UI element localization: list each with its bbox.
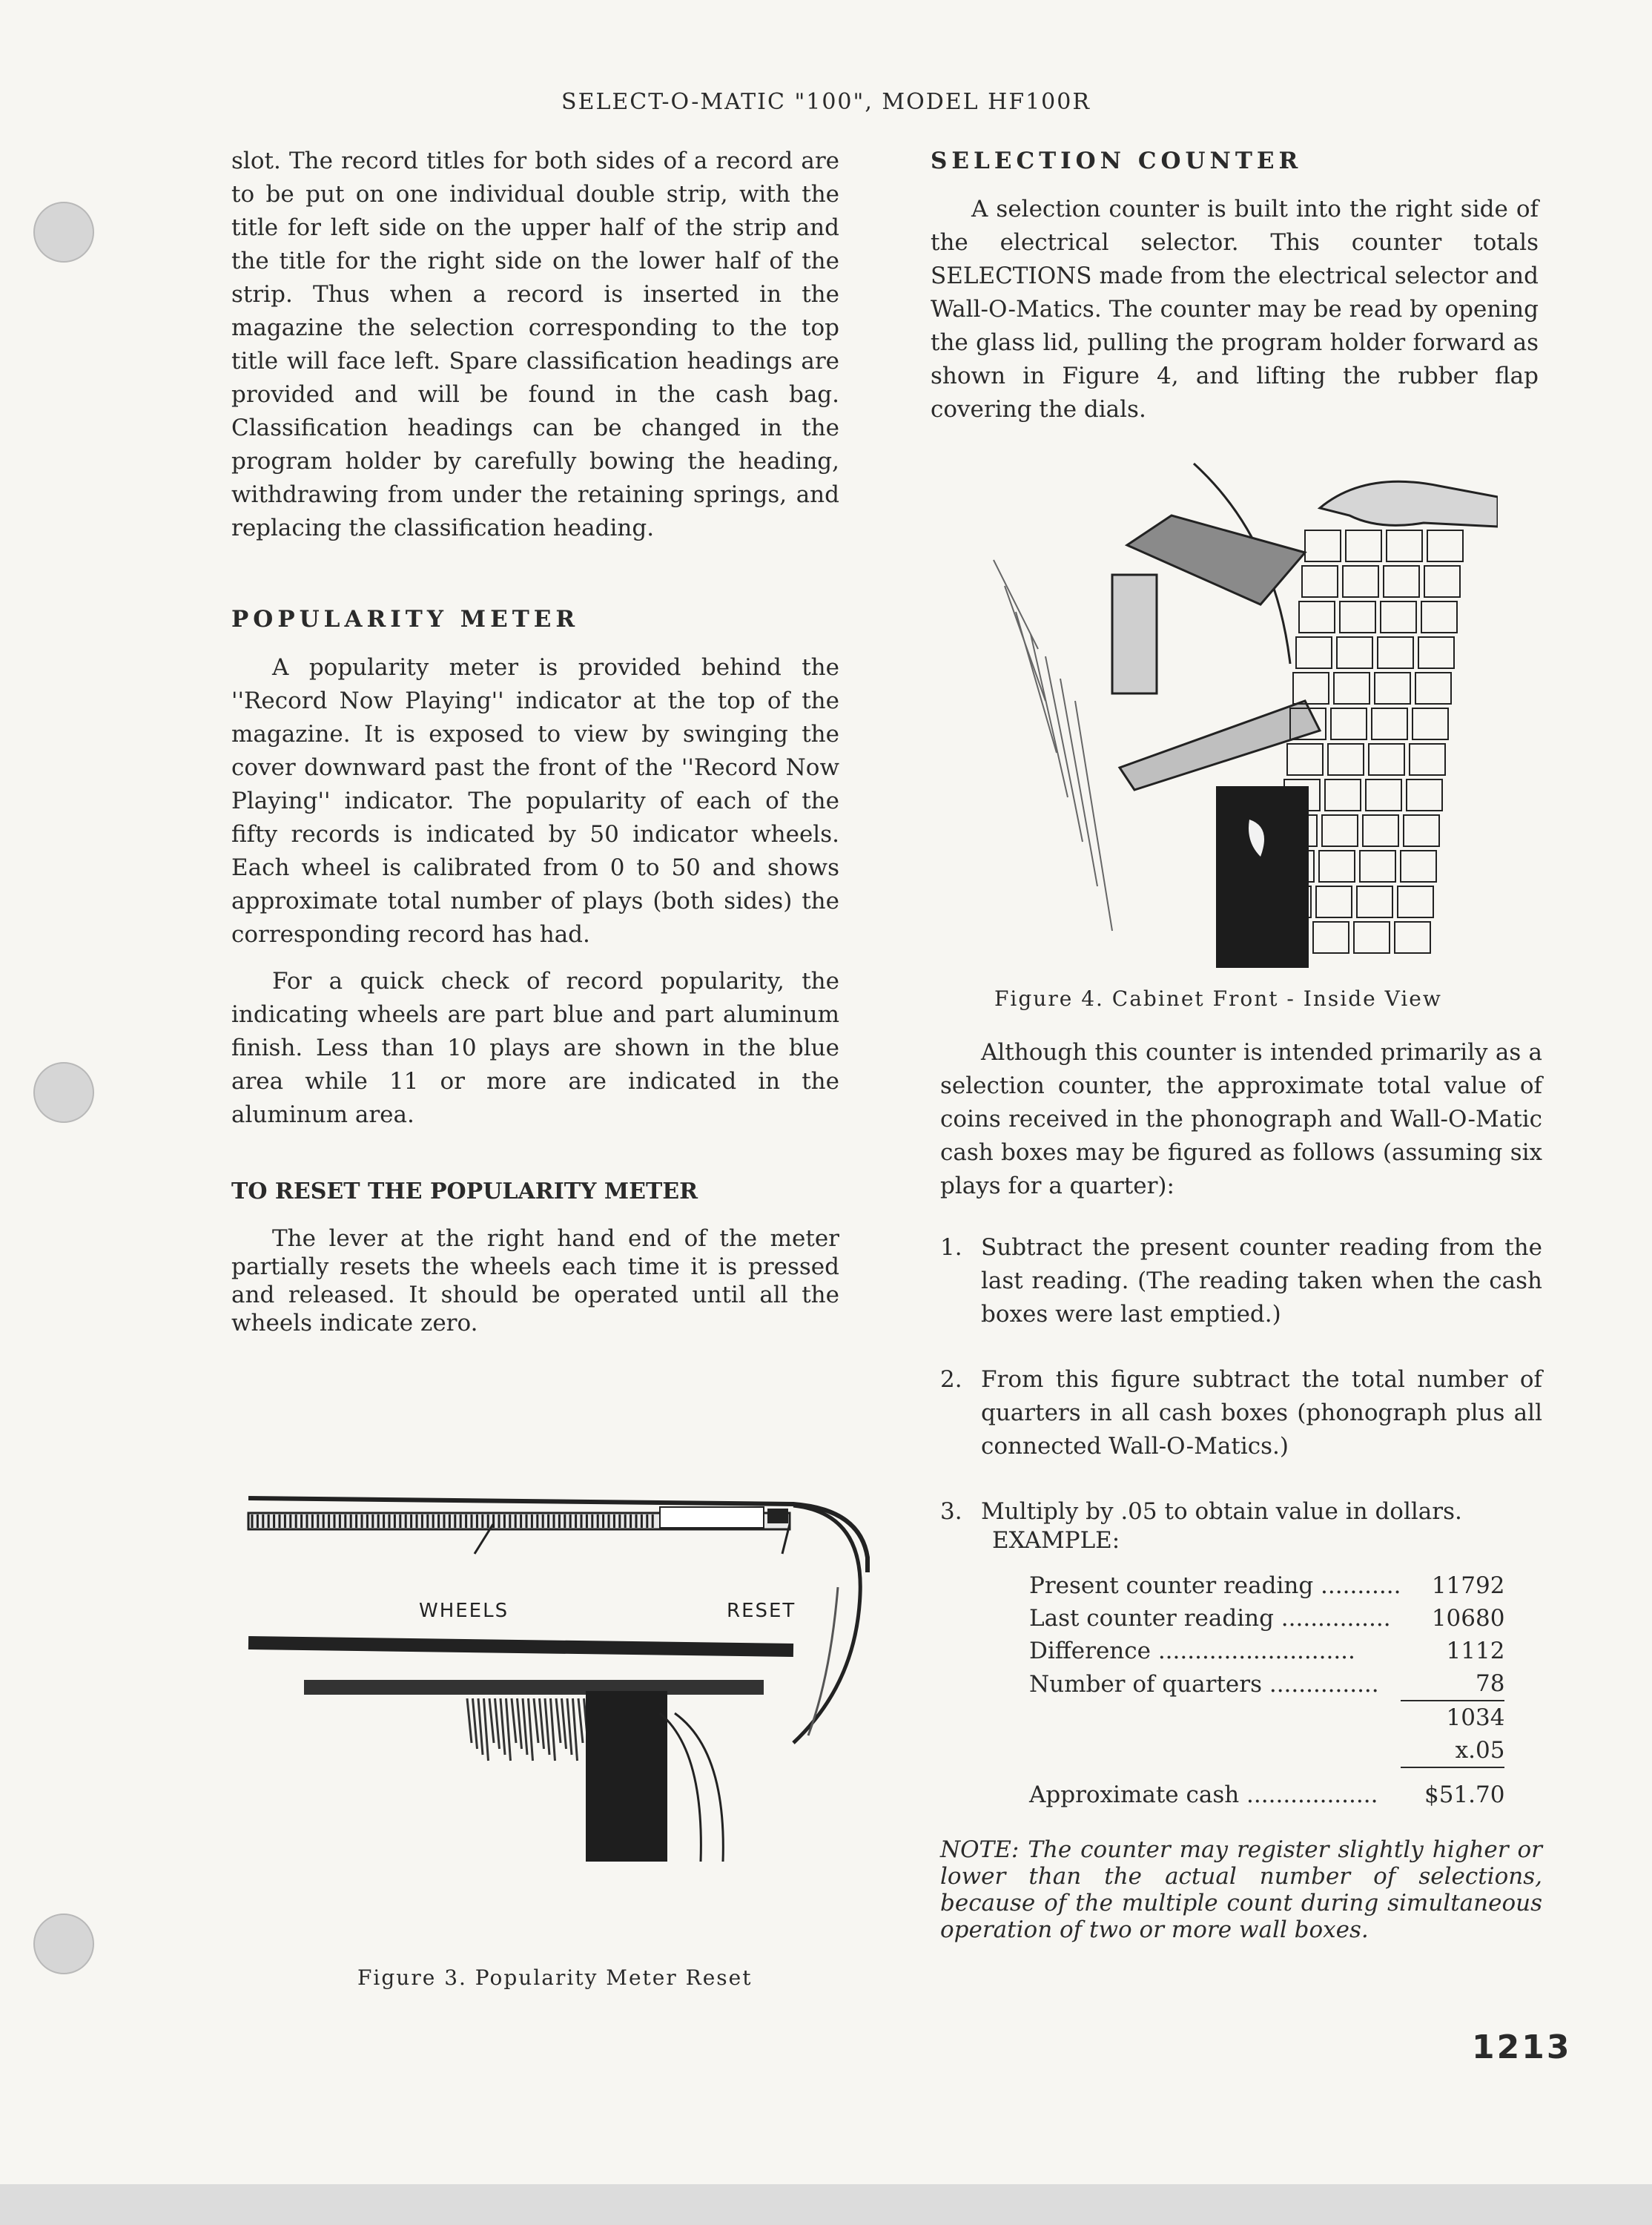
selection-paragraph: A selection counter is built into the right side of the electrical selector. This counter totals SELECTIONS made from the electrical selector and Wall-O-Matics. The counter may be read by opening the glass lid, pulling the program holder forward as shown in Figure 4, and lifting the rubber flap covering the dials. xyxy=(931,196,1539,423)
calculation-steps xyxy=(940,1231,1542,1529)
example-title: EXAMPLE: xyxy=(992,1527,1120,1554)
table-row: 1034 xyxy=(1446,1704,1505,1731)
reset-label: RESET xyxy=(727,1600,796,1622)
table-row: Approximate cash .................. $51.70 xyxy=(1029,1781,1505,1808)
page-header: SELECT-O-MATIC "100", MODEL HF100R xyxy=(561,89,1091,115)
note-paragraph: NOTE: The counter may register slightly higher or lower than the actual number of selections, because of the multiple count during simultaneous operation of two or more wall boxes. xyxy=(940,1836,1542,1943)
although-paragraph: Although this counter is intended primarily as a selection counter, the approximate total value of coins received in the phonograph and Wall-O-Matic cash boxes may be figured as follows (assuming six plays for a quarter): xyxy=(940,1039,1542,1199)
right-column xyxy=(931,145,1539,426)
figure-4-drawing xyxy=(979,456,1498,968)
table-row: Number of quarters ............... 78 xyxy=(1029,1667,1504,1701)
scan-bottom-edge xyxy=(0,2184,1652,2225)
figure-3-drawing xyxy=(245,1491,897,1862)
selection-counter-heading: SELECTION COUNTER xyxy=(931,148,1303,174)
reset-meter-heading: TO RESET THE POPULARITY METER xyxy=(231,1179,698,1204)
figure-3-caption: Figure 3. Popularity Meter Reset xyxy=(357,1965,753,1990)
page-number: 1213 xyxy=(1472,2028,1572,2066)
step-3: 3. Multiply by .05 to obtain value in dollars. xyxy=(940,1498,1462,1525)
table-row: x.05 xyxy=(1029,1734,1504,1767)
table-row: Difference ........................... 1112 xyxy=(1029,1638,1505,1664)
reset-paragraph: The lever at the right hand end of the meter partially resets the wheels each time it is pressed and released. It should be operated until all the wheels indicate zero. xyxy=(231,1225,839,1336)
figure-4-caption: Figure 4. Cabinet Front - Inside View xyxy=(994,986,1442,1011)
step-2: 2. From this figure subtract the total number of quarters in all cash boxes (phonograph plus all connected Wall-O-Matics.) xyxy=(940,1366,1542,1460)
popularity-meter-heading: POPULARITY METER xyxy=(231,606,580,633)
popularity-paragraph-1: A popularity meter is provided behind the ''Record Now Playing'' indicator at the top of the magazine. It is exposed to view by swinging the cover downward past the front of the ''Record Now Playing'' indicator. The popularity of each of the fifty records is indicated by 50 indicator wheels. Each wheel is calibrated from 0 to 50 and shows approximate total number of plays (both sides) the corresponding record has had. xyxy=(231,654,839,948)
step-1: 1. Subtract the present counter reading from the last reading. (The reading taken when the cash boxes were last emptied.) xyxy=(940,1234,1542,1328)
popularity-paragraph-2: For a quick check of record popularity, the indicating wheels are part blue and part aluminum finish. Less than 10 plays are shown in the blue area while 11 or more are indicated in the aluminum area. xyxy=(231,968,839,1128)
example-table xyxy=(1029,1569,1504,1811)
left-column xyxy=(231,145,839,1337)
punch-hole-top xyxy=(33,202,94,263)
right-column-lower xyxy=(940,1036,1542,1943)
table-row: Last counter reading ............... 10680 xyxy=(1029,1605,1505,1632)
wheels-label: WHEELS xyxy=(419,1600,509,1622)
table-row: Present counter reading ........... 11792 xyxy=(1029,1572,1505,1599)
intro-paragraph: slot. The record titles for both sides of a record are to be put on one individual double strip, with the title for left side on the upper half of the strip and the title for the right side on the lower half of the strip. Thus when a record is inserted in the magazine the selection corresponding to the top title will face left. Spare classification headings are provided and will be found in the cash bag. Classification headings can be changed in the program holder by carefully bowing the heading, withdrawing from under the retaining springs, and replacing the classification heading. xyxy=(231,148,839,541)
punch-hole-middle xyxy=(33,1062,94,1123)
punch-hole-bottom xyxy=(33,1914,94,1974)
